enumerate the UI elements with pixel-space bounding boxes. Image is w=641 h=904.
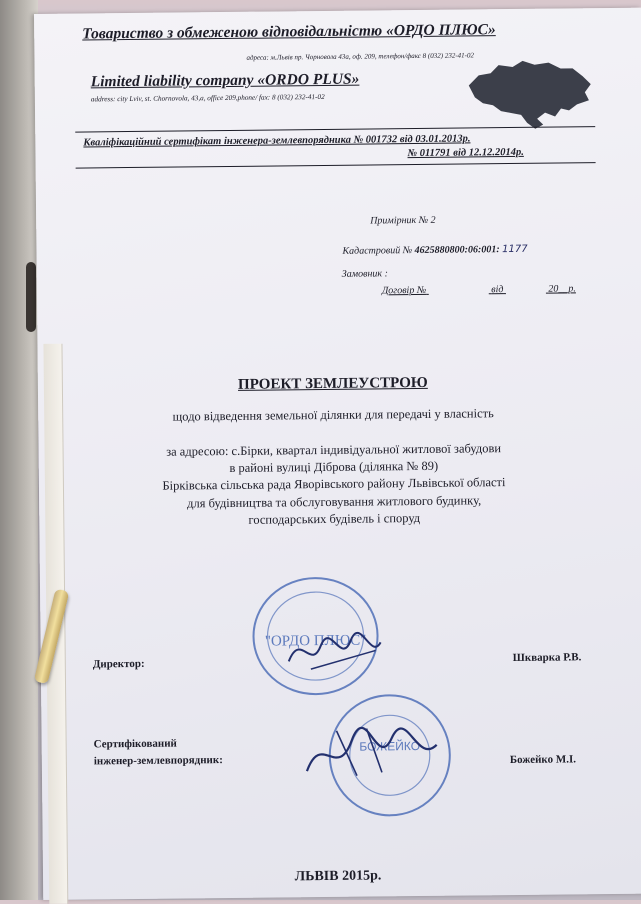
contract-line [382, 283, 576, 296]
document-title: ПРОЕКТ ЗЕМЛЕУСТРОЮ [237, 374, 428, 393]
binder-hole [26, 262, 36, 332]
engineer-signature [296, 710, 447, 792]
city-year: ЛЬВІВ 2015р. [294, 868, 382, 885]
company-stamp-text: "ОРДО ПЛЮС" [264, 632, 367, 650]
customer-label: Замовник : [341, 268, 388, 280]
address-line-3: Бірківська сільська рада Яворівського району Львівської області [162, 475, 506, 493]
certificate-divider [76, 162, 596, 168]
company-name-ua: Товариство з обмеженою відповідальністю «ОРДО ПЛЮС» [82, 21, 496, 43]
director-signature [280, 620, 391, 681]
contract-year: 20__р. [548, 283, 576, 295]
ukraine-map-icon [464, 54, 595, 133]
cadastral-handwritten: 1177 [502, 243, 528, 256]
company-address-en: address: city Lviv, st. Chornovola, 43,a, office 209,phone/ fax: 8 (032) 232-41-02 [90, 92, 325, 104]
engineer-label-2: інженер-землевпорядник: [93, 754, 223, 768]
engineer-name: Божейко М.І. [509, 753, 577, 767]
contract-label: Договір № [381, 284, 427, 297]
purpose-line: щодо відведення земельної ділянки для передачі у власність [172, 406, 494, 424]
folder-cover [0, 0, 38, 900]
address-line-1: за адресою: с.Бірки, квартал індивідуальної житлової забудови [166, 441, 502, 459]
cadastral-number [342, 244, 527, 257]
director-name: Шкварка Р.В. [512, 651, 582, 665]
director-label: Директор: [92, 657, 145, 671]
address-line-4: для будівництва та обслуговування житлового будинку, [187, 493, 482, 511]
engineer-stamp-text: БОЖЕЙКО [359, 738, 421, 754]
copy-number: Примірник № 2 [370, 214, 436, 227]
address-line-5: господарських будівель і споруд [248, 510, 421, 527]
company-name-en: Limited liability company «ORDO PLUS» [90, 70, 360, 91]
cadastral-value: 4625880800:06:001: [414, 244, 500, 257]
company-address-ua: адреса: м.Львів пр. Чорновола 43а, оф. 209, телефон/факс 8 (032) 232-41-02 [246, 51, 475, 62]
certificate-line-1: Кваліфікаційний сертифікат інженера-землевпорядника № 001732 від 03.01.2013р. [83, 133, 471, 149]
engineer-label-1: Сертифікований [93, 737, 177, 751]
certificate-line-2: № 011791 від 12.12.2014р. [407, 146, 524, 160]
document-page [34, 8, 641, 900]
cadastral-label: Кадастровий № [342, 245, 413, 257]
contract-from: від [491, 284, 504, 296]
address-line-2: в районі вулиці Діброва (ділянка № 89) [229, 458, 439, 475]
